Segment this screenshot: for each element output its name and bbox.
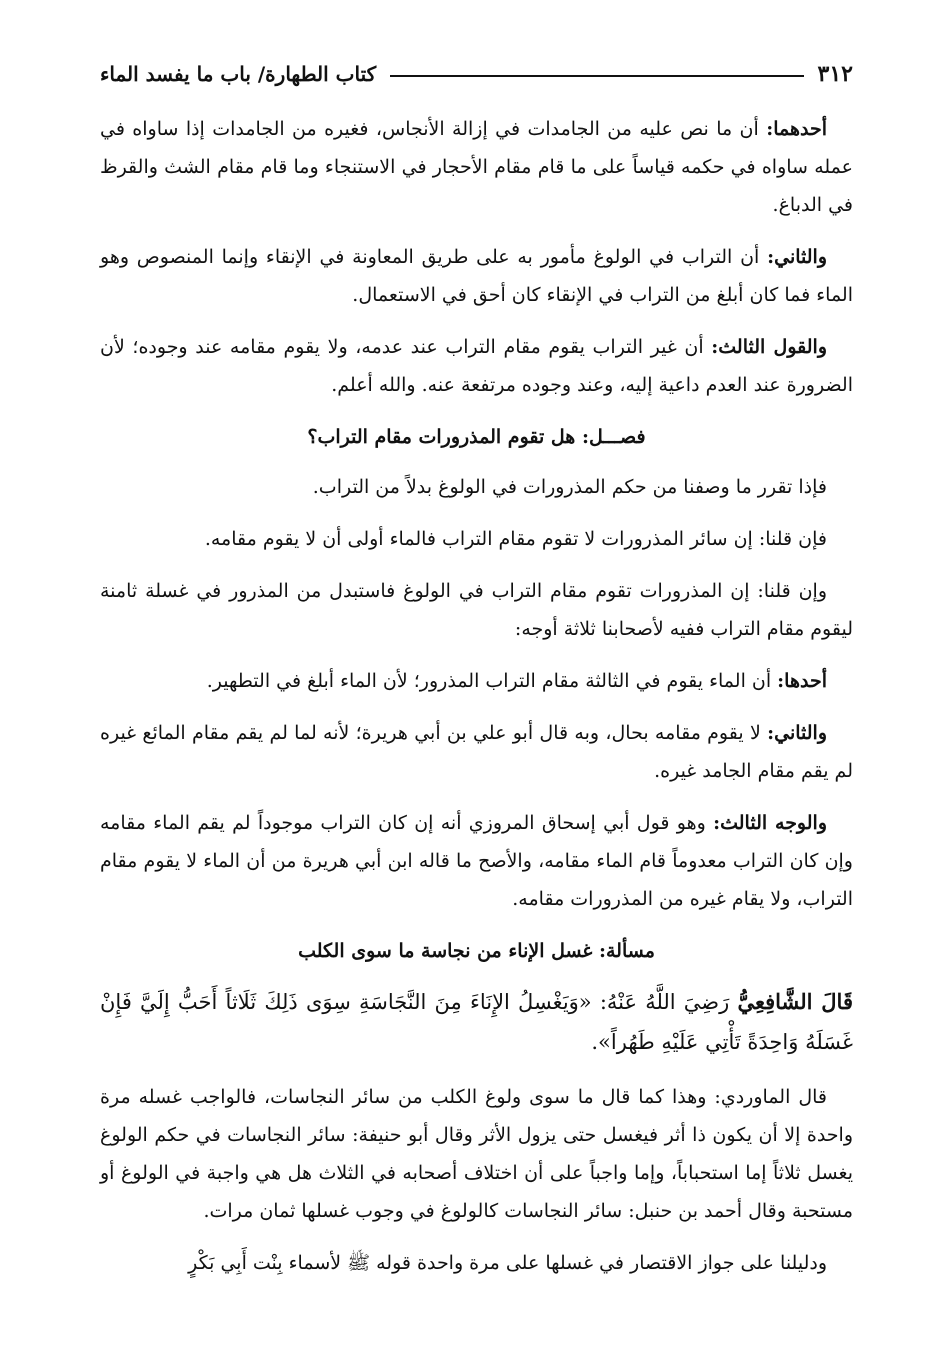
paragraph-text: أن ما نص عليه من الجامدات في إزالة الأنجاس، فغيره من الجامدات إذا ساواه في عمله ساواه في حكمه قياساً على ما قام مقام الأحجار في الاستنجاء وما قام مقام الشث والقرظ في الدباغ. — [100, 118, 853, 216]
paragraph — [100, 714, 853, 790]
section-title: هل تقوم المذرورات مقام التراب؟ — [307, 426, 582, 448]
paragraph — [100, 328, 853, 404]
paragraph-text: وإن قلنا: إن المذرورات تقوم مقام التراب في الولوغ فاستبدل من المذرور في غسلة ثامنة ليقوم مقام التراب ففيه لأصحابنا ثلاثة أوجه: — [100, 580, 853, 640]
paragraph — [100, 804, 853, 918]
paragraph-lead: أحدهما: — [766, 118, 827, 140]
paragraph — [100, 468, 853, 506]
paragraph — [100, 662, 853, 700]
paragraph — [100, 1078, 853, 1230]
quote-lead: قَالَ الشَّافِعِيُّ — [737, 989, 853, 1014]
paragraph-text: أن الماء يقوم في الثالثة مقام التراب المذرور؛ لأن الماء أبلغ في التطهير. — [206, 670, 778, 692]
paragraph-lead: والوجه الثالث: — [713, 812, 827, 834]
section-label: فصـــل: — [581, 426, 646, 448]
paragraph — [100, 110, 853, 224]
paragraph-lead: والثاني: — [767, 246, 827, 268]
paragraph — [100, 520, 853, 558]
paragraph-text: وهو قول أبي إسحاق المروزي أنه إن كان التراب موجوداً لم يقم الماء مقامه وإن كان التراب معدوماً قام الماء مقامه، والأصح ما قاله ابن أبي هريرة من أن الماء لا يقوم مقام التراب، ولا يقام غيره من المذرورات مقامه. — [100, 812, 853, 910]
chapter-title: كتاب الطهارة/ باب ما يفسد الماء — [100, 62, 377, 86]
paragraph-text: لا يقوم مقامه بحال، وبه قال أبو علي بن أبي هريرة؛ لأنه لما لم يقم مقام المائع غيره لم يقم مقام الجامد غيره. — [100, 722, 853, 782]
paragraph-text: ودليلنا على جواز الاقتصار في غسلها على مرة واحدة قوله ﷺ لأسماء بِنْت أَبِي بَكْرٍ — [188, 1252, 827, 1274]
paragraph-text: أن التراب في الولوغ مأمور به على طريق المعاونة في الإنقاء وإنما المنصوص وهو الماء فما كان أبلغ من التراب في الإنقاء كان أحق في الاستعمال. — [100, 246, 853, 306]
paragraph — [100, 572, 853, 648]
masala-heading: مسألة: غسل الإناء من نجاسة ما سوى الكلب — [298, 940, 655, 962]
shafii-quote — [100, 982, 853, 1062]
page-number: ٣١٢ — [817, 61, 853, 87]
paragraph-lead: والقول الثالث: — [711, 336, 827, 358]
running-header — [100, 56, 853, 92]
section-heading — [100, 418, 853, 456]
paragraph-lead: أحدها: — [777, 670, 827, 692]
paragraph-lead: والثاني: — [767, 722, 827, 744]
paragraph-text: أن غير التراب يقوم مقام التراب عند عدمه، ولا يقوم مقامه عند وجوده؛ لأن الضرورة عند العدم داعية إليه، وعند وجوده مرتفعة عنه. والله أعلم. — [100, 336, 853, 396]
header-rule — [390, 75, 803, 77]
paragraph-text: فإذا تقرر ما وصفنا من حكم المذرورات في الولوغ بدلاً من التراب. — [312, 476, 827, 498]
paragraph-text: فإن قلنا: إن سائر المذرورات لا تقوم مقام التراب فالماء أولى أن لا يقوم مقامه. — [204, 528, 827, 550]
paragraph-text: قال الماوردي: وهذا كما قال ما سوى ولوغ الكلب من سائر النجاسات، فالواجب غسله مرة واحدة إلا أن يكون ذا أثر فيغسل حتى يزول الأثر وقال أبو حنيفة: سائر النجاسات في حكم الولوغ يغسل ثلاثاً إما استحباباً، وإما واجباً على أن اختلاف أصحابه في الثلاث هل هي واجبة في الولوغ أو مستحبة وقال أحمد بن حنبل: سائر النجاسات كالولوغ في وجوب غسلها ثمان مرات. — [100, 1086, 853, 1222]
paragraph — [100, 1244, 853, 1282]
quote-text: رَضِيَ اللَّهُ عَنْهُ: «وَيَغْسِلُ الإِنَاءَ مِنَ النَّجَاسَةِ سِوَى ذَلِكَ ثَلَاثاً أَحَبُّ إِلَيَّ فَإِنْ غَسَلَهُ وَاحِدَةً تَأْتِي عَلَيْهِ طَهُراً». — [100, 990, 853, 1054]
paragraph — [100, 238, 853, 314]
book-page — [100, 56, 853, 1351]
